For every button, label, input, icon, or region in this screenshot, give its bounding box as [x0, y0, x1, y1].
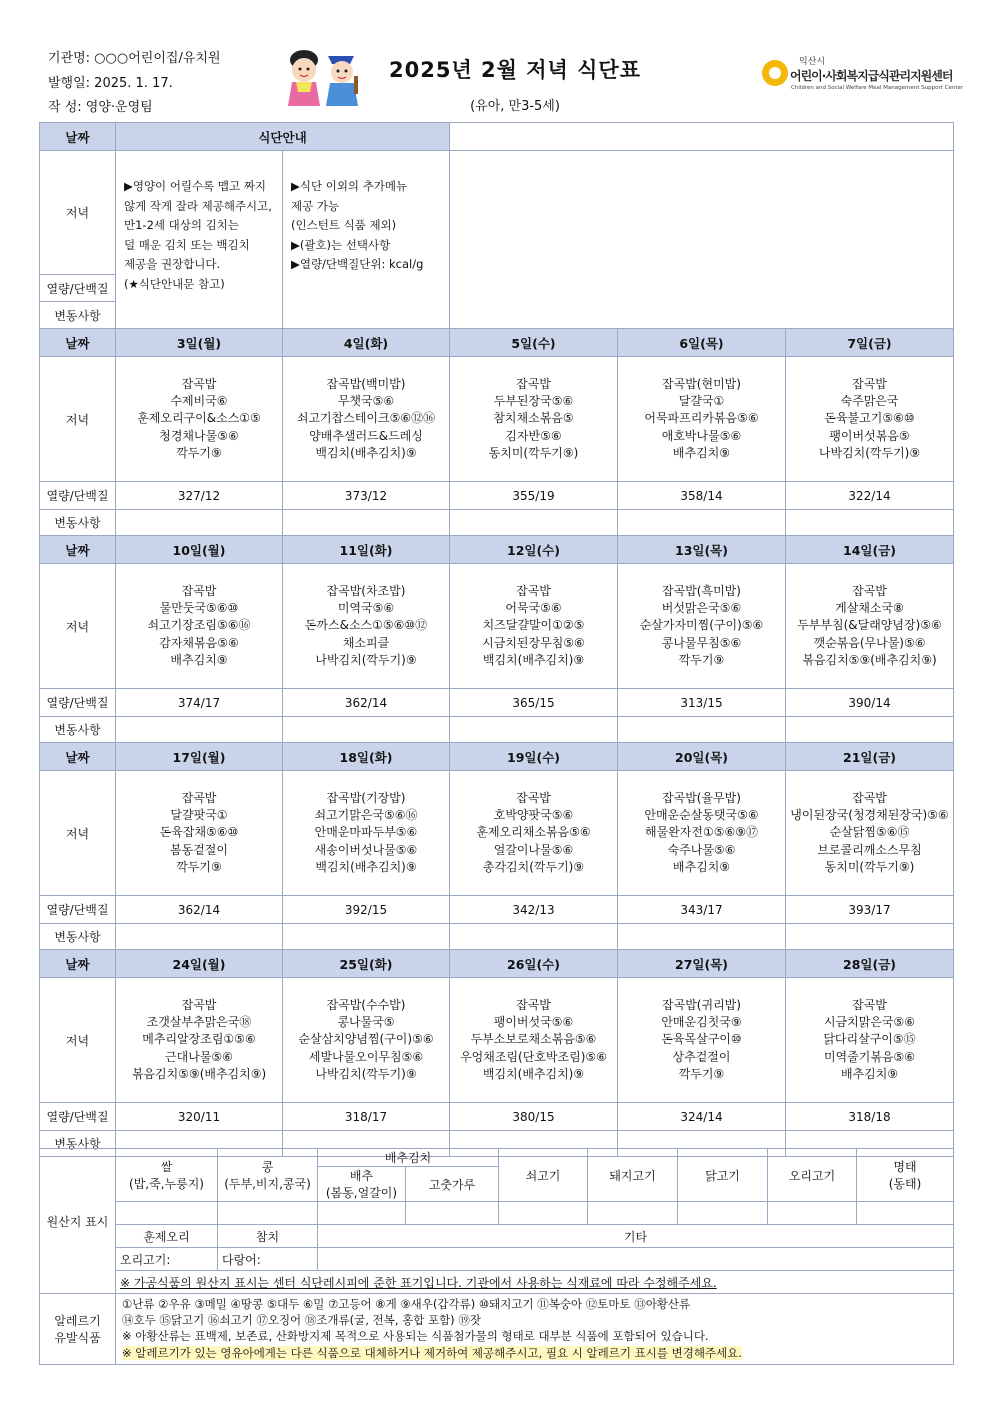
menu-item: 잡곡밥 — [181, 997, 217, 1012]
guide-note: ▶영양이 어릴수록 맵고 짜지 — [124, 179, 267, 193]
day-header: 24일(월) — [116, 950, 283, 978]
kcal-value: 358/14 — [618, 482, 786, 510]
menu-item: 우엉채조림(단호박조림)⑤⑥ — [460, 1049, 607, 1064]
changes-label: 변동사항 — [40, 924, 116, 950]
menu-item: 볶음김치⑤⑨(배추김치⑨) — [131, 1066, 267, 1081]
day-header: 27일(목) — [618, 950, 786, 978]
menu-item: 돈까스&소스①⑤⑥⑩⑫ — [304, 618, 428, 633]
menu-item: 잡곡밥 — [852, 997, 887, 1012]
changes-cell — [450, 924, 618, 950]
day-menu — [450, 357, 618, 482]
day-header: 28일(금) — [786, 950, 954, 978]
changes-label: 변동사항 — [40, 510, 116, 536]
guide-note: (★식단안내문 참고) — [124, 276, 225, 291]
week-menu-row — [40, 771, 954, 896]
day-header: 6일(목) — [618, 329, 786, 357]
week-kcal-row — [40, 896, 954, 924]
day-header: 26일(수) — [450, 950, 618, 978]
menu-item: 쇠고기장조림⑤⑥⑯ — [147, 618, 251, 633]
menu-item: 팽이버섯볶음⑤ — [829, 428, 910, 443]
day-menu — [786, 564, 954, 689]
origin-rice — [116, 1149, 218, 1202]
menu-item: 나박김치(깍두기)⑨ — [315, 1066, 417, 1081]
menu-item: 잡곡밥 — [516, 376, 551, 391]
kcal-value: 362/14 — [116, 896, 283, 924]
origin-duck-meat: 오리고기: — [116, 1248, 218, 1271]
menu-item: 무챗국⑤⑥ — [337, 394, 395, 409]
author: 작 성: 영양·운영팀 — [48, 100, 153, 115]
origin-label: 원산지 표시 — [40, 1149, 116, 1294]
menu-item: 잡곡밥 — [516, 790, 551, 805]
menu-item: 해물완자전①⑤⑥⑨⑰ — [645, 825, 758, 840]
day-header: 4일(화) — [283, 329, 450, 357]
week-date-row — [40, 536, 954, 564]
menu-item: 백김치(배추김치)⑨ — [482, 1066, 585, 1081]
date-label: 날짜 — [40, 743, 116, 771]
menu-item: 쇠고기맑은국⑤⑥⑯ — [314, 808, 418, 823]
week-menu-row — [40, 357, 954, 482]
allergy-label-1: 알레르기 — [54, 1314, 101, 1328]
origin-pollock-sub: (동태) — [888, 1177, 922, 1191]
day-menu — [116, 564, 283, 689]
kcal-value: 318/17 — [283, 1103, 450, 1131]
day-menu — [116, 357, 283, 482]
menu-item: 동치미(깍두기⑨) — [488, 445, 579, 460]
menu-item: 잡곡밥(기장밥) — [326, 790, 406, 805]
week-kcal-row — [40, 1103, 954, 1131]
origin-bean — [218, 1149, 318, 1202]
day-header: 5일(수) — [450, 329, 618, 357]
menu-item: 깍두기⑨ — [176, 859, 222, 874]
dinner-label: 저녁 — [40, 151, 116, 275]
guide-note: ▶열량/단백질단위: kcal/g — [291, 257, 424, 271]
menu-item: 조갯살부추맑은국⑱ — [146, 1015, 252, 1030]
date-label: 날짜 — [40, 329, 116, 357]
kcal-value: 373/12 — [283, 482, 450, 510]
allergy-label-2: 유발식품 — [54, 1331, 101, 1345]
menu-item: 채소피클 — [342, 635, 390, 650]
kcal-label: 열량/단백질 — [40, 689, 116, 717]
origin-table — [39, 1148, 954, 1365]
menu-item: 깍두기⑨ — [678, 652, 725, 667]
page-title: 2025년 2월 저녁 식단표 — [389, 58, 641, 82]
menu-item: 두부부침(&달래양념장)⑤⑥ — [797, 618, 942, 633]
guide-header-row — [40, 123, 954, 151]
kcal-label: 열량/단백질 — [40, 1103, 116, 1131]
logo-city: 익산시 — [799, 57, 826, 67]
kcal-value: 324/14 — [618, 1103, 786, 1131]
date-label: 날짜 — [40, 950, 116, 978]
changes-cell — [116, 924, 283, 950]
menu-table — [39, 122, 954, 1157]
allergy-highlight-note: ※ 알레르기가 있는 영유아에게는 다른 식품으로 대체하거나 제거하여 제공해주시고, 필요 시 알레르기 표시를 변경해주세요. — [122, 1345, 742, 1360]
changes-cell — [786, 717, 954, 743]
allergy-label — [40, 1294, 116, 1365]
menu-item: 봄동겉절이 — [170, 842, 228, 857]
day-menu — [786, 771, 954, 896]
week-menu-row — [40, 978, 954, 1103]
children-mascot-icon — [282, 46, 364, 108]
kcal-value: 327/12 — [116, 482, 283, 510]
origin-cabbage-label: 배추 — [349, 1169, 374, 1183]
origin-octopus: 다랑어: — [218, 1248, 318, 1271]
day-menu — [116, 771, 283, 896]
changes-cell — [283, 717, 450, 743]
menu-item: 깍두기⑨ — [678, 1066, 725, 1081]
changes-cell — [116, 510, 283, 536]
org-name: 기관명: ○○○어린이집/유치원 — [48, 51, 221, 66]
day-menu — [618, 564, 786, 689]
menu-item: 잡곡밥 — [181, 583, 217, 598]
menu-item: 잡곡밥 — [516, 583, 551, 598]
day-menu — [283, 771, 450, 896]
kcal-value: 313/15 — [618, 689, 786, 717]
menu-item: 새송이버섯나물⑤⑥ — [314, 842, 418, 857]
menu-item: 잡곡밥(백미밥) — [326, 376, 406, 391]
kcal-value: 318/18 — [786, 1103, 954, 1131]
menu-item: 돈육불고기⑤⑥⑩ — [824, 411, 915, 426]
logo-name: 어린이·사회복지급식관리지원센터 — [790, 69, 953, 83]
menu-item: 버섯맑은국⑤⑥ — [661, 601, 742, 616]
menu-item: 냉이된장국(청경채된장국)⑤⑥ — [790, 808, 949, 823]
origin-chicken: 닭고기 — [678, 1149, 768, 1202]
guide-note: ▶(괄호)는 선택사항 — [291, 237, 391, 252]
allergy-line — [122, 1345, 947, 1361]
menu-item: 잡곡밥 — [852, 376, 887, 391]
day-header: 13일(목) — [618, 536, 786, 564]
menu-item: 잡곡밥(흑미밥) — [662, 583, 741, 598]
day-menu — [450, 771, 618, 896]
menu-item: 호박양팟국⑤⑥ — [493, 808, 574, 823]
origin-duck: 오리고기 — [768, 1149, 857, 1202]
dinner-label: 저녁 — [40, 564, 116, 689]
kcal-value: 355/19 — [450, 482, 618, 510]
menu-item: 미역국⑤⑥ — [337, 601, 395, 616]
menu-item: 어묵파프리카볶음⑤⑥ — [644, 411, 759, 426]
origin-rice-label: 쌀 — [160, 1160, 173, 1174]
day-header: 3일(월) — [116, 329, 283, 357]
origin-etc: 기타 — [318, 1225, 954, 1248]
origin-bean-label: 콩 — [261, 1160, 274, 1174]
guide-title: 식단안내 — [116, 123, 450, 151]
logo-english-name: Children and Social Welfare Meal Management Support Center — [791, 85, 964, 91]
week-date-row — [40, 950, 954, 978]
menu-item: 잡곡밥 — [181, 376, 217, 391]
guide-notes-right — [283, 151, 450, 329]
menu-item: 콩나물국⑤ — [337, 1015, 395, 1030]
day-menu — [450, 564, 618, 689]
menu-item: 닭다리살구이⑤⑮ — [823, 1032, 916, 1047]
menu-item: 두부소보로채소볶음⑤⑥ — [470, 1032, 597, 1047]
changes-label: 변동사항 — [40, 717, 116, 743]
menu-item: 깻순볶음(무나물)⑤⑥ — [813, 635, 926, 650]
menu-item: 배추김치⑨ — [672, 445, 731, 460]
changes-cell — [618, 717, 786, 743]
week-date-row — [40, 329, 954, 357]
menu-item: 잡곡밥 — [852, 583, 887, 598]
day-menu — [618, 357, 786, 482]
center-logo-icon — [762, 60, 788, 86]
guide-note: (인스턴트 식품 제외) — [291, 218, 397, 232]
origin-pollock — [857, 1149, 954, 1202]
kcal-value: 322/14 — [786, 482, 954, 510]
menu-item: 미역줄기볶음⑤⑥ — [823, 1049, 916, 1064]
menu-item: 순살닭찜⑤⑥⑮ — [829, 825, 910, 840]
menu-item: 어묵국⑤⑥ — [505, 601, 562, 616]
page-subtitle: (유아, 만3-5세) — [470, 99, 560, 114]
week-date-row — [40, 743, 954, 771]
menu-item: 감자채볶음⑤⑥ — [159, 635, 239, 650]
menu-item: 배추김치⑨ — [672, 859, 731, 874]
day-header: 10일(월) — [116, 536, 283, 564]
day-menu — [283, 978, 450, 1103]
week-kcal-row — [40, 689, 954, 717]
origin-rice-sub: (밥,죽,누룽지) — [129, 1177, 204, 1191]
origin-chili: 고춧가루 — [406, 1167, 499, 1202]
menu-item: 돈육잡채⑤⑥⑩ — [159, 825, 239, 840]
origin-bean-sub: (두부,비지,콩국) — [224, 1177, 311, 1191]
guide-note: 제공 가능 — [291, 198, 340, 213]
kcal-value: 390/14 — [786, 689, 954, 717]
menu-item: 나박김치(깍두기)⑨ — [818, 445, 921, 460]
menu-item: 잡곡밥 — [852, 790, 887, 805]
menu-item: 수제비국⑥ — [170, 394, 228, 409]
kcal-value: 342/13 — [450, 896, 618, 924]
day-header: 21일(금) — [786, 743, 954, 771]
week-changes-row — [40, 717, 954, 743]
week-changes-row — [40, 510, 954, 536]
menu-item: 나박김치(깍두기)⑨ — [315, 652, 417, 667]
menu-item: 볶음김치⑤⑨(배추김치⑨) — [802, 652, 937, 667]
menu-item: 달걀팟국① — [170, 808, 228, 823]
menu-item: 잡곡밥(현미밥) — [662, 376, 741, 391]
guide-note: 덜 매운 김치 또는 백김치 — [124, 237, 250, 252]
date-label: 날짜 — [40, 536, 116, 564]
menu-item: 청경채나물⑤⑥ — [159, 428, 239, 443]
allergy-line: ⑭호두 ⑮닭고기 ⑯쇠고기 ⑰오징어 ⑱조개류(굴, 전복, 홍합 포함) ⑲잣 — [122, 1313, 481, 1328]
dinner-label: 저녁 — [40, 357, 116, 482]
guide-note: 만1-2세 대상의 김치는 — [124, 218, 239, 232]
menu-item: 참치채소볶음⑤ — [493, 411, 574, 426]
day-menu — [283, 564, 450, 689]
menu-item: 숙주나물⑤⑥ — [667, 842, 736, 857]
kcal-label: 열량/단백질 — [40, 896, 116, 924]
center-logo — [762, 54, 962, 106]
day-menu — [618, 771, 786, 896]
menu-item: 돈육목살구이⑩ — [661, 1032, 742, 1047]
day-header: 18일(화) — [283, 743, 450, 771]
kcal-value: 393/17 — [786, 896, 954, 924]
menu-item: 양배추샐러드&드레싱 — [309, 428, 423, 443]
day-header: 11일(화) — [283, 536, 450, 564]
changes-cell — [618, 510, 786, 536]
day-menu — [283, 357, 450, 482]
origin-note — [116, 1271, 954, 1294]
kcal-value: 365/15 — [450, 689, 618, 717]
kcal-value: 380/15 — [450, 1103, 618, 1131]
origin-smoked-duck: 훈제오리 — [116, 1225, 218, 1248]
allergy-line: ※ 아황산류는 표백제, 보존료, 산화방지제 목적으로 사용되는 식품첨가물의 형태로 대부분 식품에 포함되어 있습니다. — [122, 1329, 709, 1344]
day-header: 14일(금) — [786, 536, 954, 564]
menu-item: 치즈달걀말이①②⑤ — [482, 618, 585, 633]
menu-item: 잡곡밥(수수밥) — [326, 997, 406, 1012]
menu-item: 세발나물오이무침⑤⑥ — [308, 1049, 424, 1064]
menu-item: 시금치된장무침⑤⑥ — [482, 635, 585, 650]
menu-item: 잡곡밥(귀리밥) — [662, 997, 741, 1012]
kcal-value: 343/17 — [618, 896, 786, 924]
menu-item: 잡곡밥(율무밥) — [662, 790, 741, 805]
changes-cell — [116, 717, 283, 743]
menu-item: 쇠고기찹스테이크⑤⑥⑫⑯ — [296, 411, 436, 426]
guide-row — [40, 151, 954, 275]
menu-item: 잡곡밥 — [181, 790, 217, 805]
menu-item: 물만둣국⑤⑥⑩ — [159, 601, 239, 616]
date-label: 날짜 — [40, 123, 116, 151]
menu-item: 잡곡밥(차조밥) — [326, 583, 406, 598]
origin-pork: 돼지고기 — [588, 1149, 678, 1202]
menu-item: 시금치맑은국⑤⑥ — [823, 1015, 916, 1030]
changes-cell — [283, 510, 450, 536]
issue-date: 발행일: 2025. 1. 17. — [48, 76, 173, 91]
menu-item: 숙주맑은국 — [840, 394, 899, 409]
allergy-line: ①난류 ②우유 ③메밀 ④땅콩 ⑤대두 ⑥밀 ⑦고등어 ⑧게 ⑨새우(갑각류) ⑩돼지고기 ⑪복숭아 ⑫토마토 ⑬아황산류 — [122, 1297, 691, 1311]
menu-item: 상추겉절이 — [672, 1049, 731, 1064]
origin-note-text: ※ 가공식품의 원산지 표시는 센터 식단레시피에 준한 표기입니다. 기관에서 사용하는 식재료에 따라 수정해주세요. — [120, 1275, 717, 1290]
menu-item: 순살삼치양념찜(구이)⑤⑥ — [298, 1032, 434, 1047]
kcal-value: 362/14 — [283, 689, 450, 717]
menu-item: 총각김치(깍두기)⑨ — [482, 859, 585, 874]
kcal-label: 열량/단백질 — [40, 275, 116, 302]
day-menu — [786, 978, 954, 1103]
changes-cell — [283, 924, 450, 950]
guide-note: ▶식단 이외의 추가메뉴 — [291, 179, 408, 193]
day-header: 25일(화) — [283, 950, 450, 978]
day-header: 12일(수) — [450, 536, 618, 564]
menu-item: 얼갈이나물⑤⑥ — [493, 842, 574, 857]
changes-cell — [786, 510, 954, 536]
changes-label: 변동사항 — [40, 1131, 116, 1157]
menu-item: 게살채소국⑧ — [835, 601, 904, 616]
menu-item: 콩나물무침⑤⑥ — [661, 635, 742, 650]
menu-item: 배추김치⑨ — [170, 652, 228, 667]
menu-item: 백김치(배추김치)⑨ — [315, 859, 417, 874]
kcal-label: 열량/단백질 — [40, 482, 116, 510]
origin-pollock-label: 명태 — [893, 1160, 917, 1174]
dinner-label: 저녁 — [40, 771, 116, 896]
menu-item: 두부된장국⑤⑥ — [493, 394, 574, 409]
origin-cabbage — [318, 1167, 406, 1202]
origin-cabbage-sub: (봄동,얼갈이) — [325, 1186, 398, 1200]
origin-beef: 쇠고기 — [499, 1149, 588, 1202]
week-kcal-row — [40, 482, 954, 510]
allergy-info — [116, 1294, 954, 1365]
menu-item: 훈제오리구이&소스①⑤ — [137, 411, 261, 426]
menu-item: 달걀국① — [678, 394, 725, 409]
menu-item: 근대나물⑤⑥ — [165, 1049, 233, 1064]
day-menu — [116, 978, 283, 1103]
changes-cell — [450, 717, 618, 743]
menu-item: 안매운순살동탯국⑤⑥ — [644, 808, 759, 823]
changes-cell — [450, 510, 618, 536]
changes-cell — [618, 924, 786, 950]
menu-item: 안매운마파두부⑤⑥ — [314, 825, 418, 840]
week-changes-row — [40, 924, 954, 950]
menu-item: 순살가자미찜(구이)⑤⑥ — [639, 618, 764, 633]
kcal-value: 392/15 — [283, 896, 450, 924]
week-menu-row — [40, 564, 954, 689]
menu-item: 백김치(배추김치)⑨ — [482, 652, 585, 667]
menu-item: 배추김치⑨ — [840, 1066, 899, 1081]
day-header: 19일(수) — [450, 743, 618, 771]
guide-note: 제공을 권장합니다. — [124, 257, 221, 271]
menu-item: 브로콜리깨소스무침 — [817, 842, 922, 857]
origin-tuna: 참치 — [218, 1225, 318, 1248]
menu-item: 잡곡밥 — [516, 997, 551, 1012]
menu-item: 애호박나물⑤⑥ — [661, 428, 742, 443]
guide-notes-left — [116, 151, 283, 329]
menu-item: 김자반⑤⑥ — [505, 428, 562, 443]
changes-cell — [786, 924, 954, 950]
day-menu — [786, 357, 954, 482]
menu-item: 동치미(깍두기⑨) — [824, 859, 915, 874]
changes-label: 변동사항 — [40, 302, 116, 329]
menu-item: 훈제오리채소볶음⑤⑥ — [476, 825, 591, 840]
day-header: 17일(월) — [116, 743, 283, 771]
menu-item: 깍두기⑨ — [176, 445, 222, 460]
dinner-label: 저녁 — [40, 978, 116, 1103]
page-header — [0, 0, 992, 120]
menu-item: 메추리알장조림①⑤⑥ — [142, 1032, 256, 1047]
menu-item: 안매운김칫국⑨ — [661, 1015, 742, 1030]
menu-item: 백김치(배추김치)⑨ — [315, 445, 417, 460]
day-menu — [618, 978, 786, 1103]
kcal-value: 320/11 — [116, 1103, 283, 1131]
origin-kimchi: 배추김치 — [318, 1149, 499, 1167]
day-header: 20일(목) — [618, 743, 786, 771]
menu-item: 팽이버섯국⑤⑥ — [493, 1015, 574, 1030]
day-header: 7일(금) — [786, 329, 954, 357]
guide-note: 않게 작게 잘라 제공해주시고, — [124, 198, 272, 213]
kcal-value: 374/17 — [116, 689, 283, 717]
day-menu — [450, 978, 618, 1103]
